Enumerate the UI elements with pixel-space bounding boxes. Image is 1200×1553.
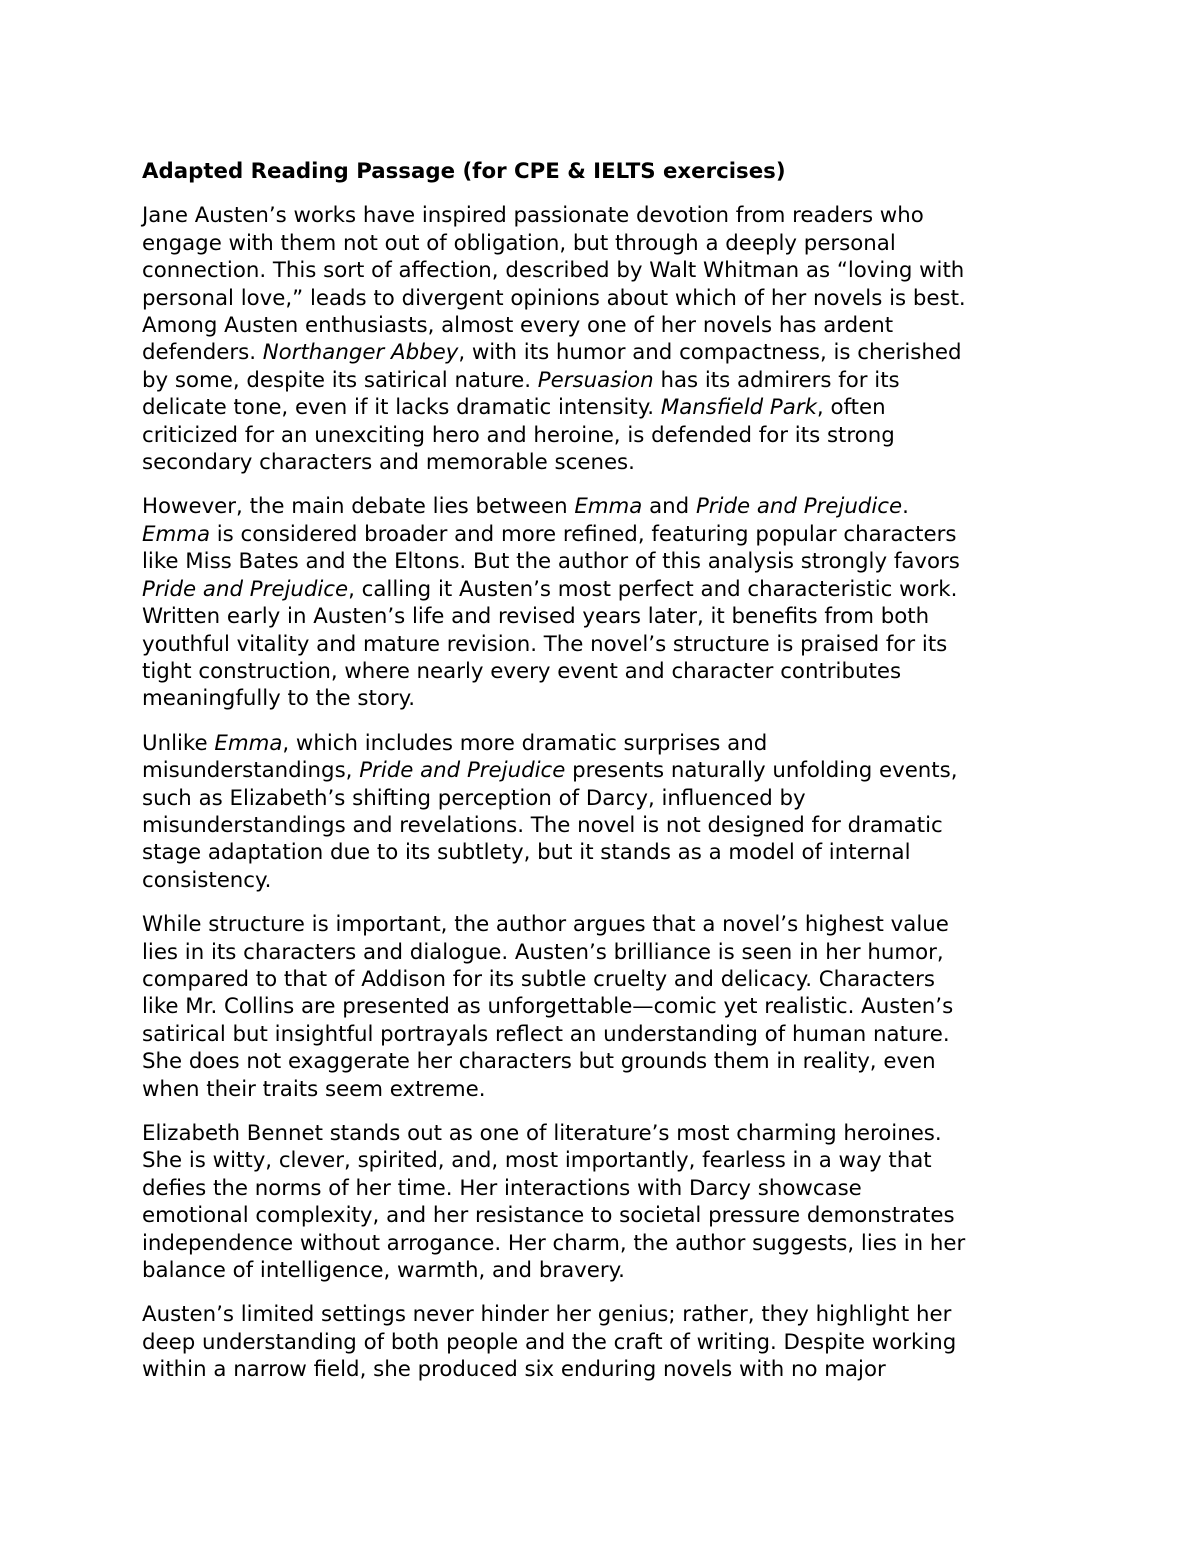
text-run: within a narrow field, she produced six enduring novels with no major [142, 1357, 886, 1383]
text-line [142, 993, 1062, 1020]
text-run: She is witty, clever, spirited, and, most importantly, fearless in a way that [142, 1148, 932, 1174]
text-run: meaningfully to the story. [142, 686, 415, 712]
text-run: Jane Austen’s works have inspired passionate devotion from readers who [142, 203, 924, 229]
text-line [142, 521, 1062, 548]
text-run: misunderstandings and revelations. The novel is not designed for dramatic [142, 812, 943, 838]
text-run: Written early in Austen’s life and revised years later, it benefits from both [142, 604, 930, 630]
text-line [142, 685, 1062, 712]
text-run: misunderstandings, [142, 758, 360, 784]
text-run: has its admirers for its [653, 367, 900, 393]
paragraph [142, 493, 1062, 712]
text-line [142, 785, 1062, 812]
text-run: like Mr. Collins are presented as unforgettable—comic yet realistic. Austen’s [142, 994, 954, 1020]
text-run: She does not exaggerate her characters but grounds them in reality, even [142, 1049, 936, 1075]
text-line [142, 812, 1062, 839]
book-title-italic: Pride and Prejudice [142, 576, 349, 602]
text-line [142, 1175, 1062, 1202]
text-line [142, 1230, 1062, 1257]
text-line [142, 1329, 1062, 1356]
book-title-italic: Pride and Prejudice [359, 758, 566, 784]
text-run: consistency. [142, 867, 272, 893]
text-line [142, 603, 1062, 630]
text-line [142, 1021, 1062, 1048]
text-run: emotional complexity, and her resistance to societal pressure demonstrates [142, 1203, 955, 1229]
book-title-italic: Pride and Prejudice [695, 494, 903, 520]
text-run: defenders. [142, 340, 263, 366]
document-page [142, 158, 1062, 1401]
text-line [142, 939, 1062, 966]
text-run: stage adaptation due to its subtlety, but it stands as a model of internal [142, 840, 911, 866]
text-run: Austen’s limited settings never hinder her genius; rather, they highlight her [142, 1302, 952, 1328]
text-line [142, 367, 1062, 394]
paragraph [142, 202, 1062, 476]
document-body [142, 202, 1062, 1383]
text-line [142, 1356, 1062, 1383]
book-title-italic: Northanger Abbey [262, 340, 459, 366]
text-line [142, 394, 1062, 421]
text-line [142, 911, 1062, 938]
text-run: While structure is important, the author argues that a novel’s highest value [142, 912, 949, 938]
text-line [142, 730, 1062, 757]
book-title-italic: Emma [214, 730, 283, 756]
text-line [142, 493, 1062, 520]
text-line [142, 757, 1062, 784]
text-run: Elizabeth Bennet stands out as one of literature’s most charming heroines. [142, 1121, 942, 1146]
text-line [142, 839, 1062, 866]
text-run: lies in its characters and dialogue. Austen’s brilliance is seen in her humor, [142, 939, 944, 965]
text-run: , which includes more dramatic surprises and [282, 730, 768, 756]
text-run: presents naturally unfolding events, [565, 758, 958, 784]
text-run: balance of intelligence, warmth, and bravery. [142, 1258, 625, 1284]
paragraph [142, 911, 1062, 1103]
text-line [142, 1301, 1062, 1328]
text-line [142, 1048, 1062, 1075]
book-title-italic: Emma [142, 521, 210, 547]
text-line [142, 548, 1062, 575]
text-run: Unlike [142, 730, 215, 756]
text-line [142, 631, 1062, 658]
book-title-italic: Emma [574, 494, 643, 520]
book-title-italic: Mansfield Park [660, 395, 817, 421]
text-line [142, 1202, 1062, 1229]
text-run: . [902, 494, 909, 520]
document-title: Adapted Reading Passage (for CPE & IELTS exercises) [142, 159, 786, 184]
text-line [142, 1076, 1062, 1103]
paragraph [142, 1120, 1062, 1284]
text-run: defies the norms of her time. Her interactions with Darcy showcase [142, 1175, 862, 1201]
text-run: like Miss Bates and the Eltons. But the author of this analysis strongly favors [142, 549, 960, 575]
text-run: deep understanding of both people and the craft of writing. Despite working [142, 1329, 957, 1355]
text-line [142, 312, 1062, 339]
text-run: tight construction, where nearly every event and character contributes [142, 658, 902, 684]
text-line [142, 230, 1062, 257]
paragraph [142, 730, 1062, 894]
text-run: secondary characters and memorable scenes. [142, 450, 635, 476]
text-run: by some, despite its satirical nature. [142, 367, 538, 393]
text-run: criticized for an unexciting hero and heroine, is defended for its strong [142, 422, 895, 448]
text-line [142, 576, 1062, 603]
text-line [142, 1257, 1062, 1284]
text-run: such as Elizabeth’s shifting perception of Darcy, influenced by [142, 785, 806, 811]
text-line [142, 257, 1062, 284]
text-line [142, 422, 1062, 449]
text-run: youthful vitality and mature revision. The novel’s structure is praised for its [142, 631, 948, 657]
book-title-italic: Persuasion [537, 367, 654, 393]
text-line [142, 658, 1062, 685]
text-line [142, 202, 1062, 229]
text-run: personal love,” leads to divergent opinions about which of her novels is best. [142, 285, 966, 311]
text-run: , often [816, 395, 886, 421]
text-line [142, 339, 1062, 366]
text-line [142, 966, 1062, 993]
text-run: compared to that of Addison for its subtle cruelty and delicacy. Characters [142, 966, 935, 992]
paragraph [142, 1301, 1062, 1383]
text-run: satirical but insightful portrayals reflect an understanding of human nature. [142, 1021, 950, 1047]
text-run: Among Austen enthusiasts, almost every one of her novels has ardent [142, 313, 894, 339]
text-run: when their traits seem extreme. [142, 1076, 486, 1102]
text-run: connection. This sort of affection, described by Walt Whitman as “loving with [142, 258, 965, 284]
text-line [142, 1120, 1062, 1147]
text-run: delicate tone, even if it lacks dramatic intensity. [142, 395, 661, 421]
text-run: and [642, 494, 696, 520]
text-run: , with its humor and compactness, is cherished [458, 340, 962, 366]
text-run: independence without arrogance. Her charm, the author suggests, lies in her [142, 1230, 966, 1256]
text-run: is considered broader and more refined, featuring popular characters [210, 521, 957, 547]
text-line [142, 285, 1062, 312]
text-run: engage with them not out of obligation, but through a deeply personal [142, 230, 896, 256]
text-line [142, 449, 1062, 476]
text-run: However, the main debate lies between [142, 494, 575, 520]
text-line [142, 867, 1062, 894]
text-line [142, 1147, 1062, 1174]
text-run: , calling it Austen’s most perfect and characteristic work. [348, 576, 958, 602]
